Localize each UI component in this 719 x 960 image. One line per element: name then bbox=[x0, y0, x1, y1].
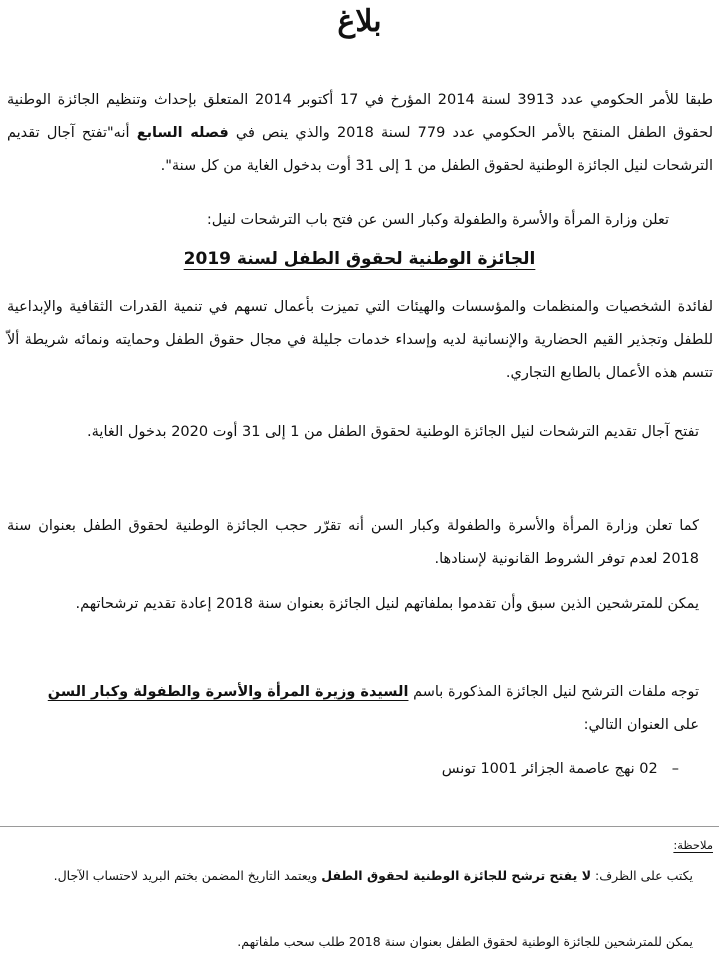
benefit-paragraph: لفائدة الشخصيات والمنظمات والمؤسسات والهيئات التي تميزت بأعمال تسهم في تنمية القدرات الثقافية والإبداعية للطفل وتجذير القيم الحضارية والإنسانية لديه وإسداء خدمات جليلة في مجال حقوق الطفل وحمايته ونمائه شريطة ألاّ تتسم هذه الأعمال بالطابع التجاري. bbox=[7, 299, 713, 381]
send-paragraph bbox=[7, 676, 699, 742]
note-label: ملاحظة: bbox=[673, 838, 713, 852]
deadline-paragraph: تفتح آجال تقديم الترشحات لنيل الجائزة الوطنية لحقوق الطفل من 1 إلى 31 أوت 2020 بدخول الغاية. bbox=[87, 424, 699, 440]
prize-title: الجائزة الوطنية لحقوق الطفل لسنة 2019 bbox=[183, 249, 536, 269]
address-text: 02 نهج عاصمة الجزائر 1001 تونس bbox=[441, 761, 658, 777]
address-line bbox=[442, 754, 679, 784]
address-dash: – bbox=[671, 761, 679, 777]
note-envelope-mark: لا يفتح ترشح للجائزة الوطنية لحقوق الطفل bbox=[321, 868, 592, 883]
note-envelope bbox=[3, 862, 693, 890]
note-envelope-end: ويعتمد التاريخ المضمن بختم البريد لاحتساب الآجال. bbox=[53, 868, 318, 883]
note-envelope-start: يكتب على الظرف: bbox=[595, 868, 693, 883]
note-withdraw: يمكن للمترشحين للجائزة الوطنية لحقوق الطفل بعنوان سنة 2018 طلب سحب ملفاتهم. bbox=[237, 934, 693, 949]
resubmit-paragraph: يمكن للمترشحين الذين سبق وأن تقدموا بملفاتهم لنيل الجائزة بعنوان سنة 2018 إعادة تقديم ترشحاتهم. bbox=[75, 596, 699, 612]
intro-text-end: أنه"تفتح آجال تقديم الترشحات لنيل الجائزة الوطنية لحقوق الطفل من 1 إلى 31 أوت بدخول الغاية من كل سنة". bbox=[7, 125, 713, 174]
divider-line bbox=[0, 826, 719, 827]
withhold-paragraph: كما تعلن وزارة المرأة والأسرة والطفولة وكبار السن أنه تقرّر حجب الجائزة الوطنية لحقوق الطفل بعنوان سنة 2018 لعدم توفر الشروط القانونية لإسنادها. bbox=[7, 518, 699, 567]
send-text-start: توجه ملفات الترشح لنيل الجائزة المذكورة باسم bbox=[413, 684, 699, 700]
announce-paragraph: تعلن وزارة المرأة والأسرة والطفولة وكبار السن عن فتح باب الترشحات لنيل: bbox=[206, 212, 669, 228]
document-title: بلاغ bbox=[337, 4, 382, 39]
intro-paragraph bbox=[7, 84, 713, 183]
intro-article-reference: فصله السابع bbox=[136, 125, 229, 141]
intro-text-start: طبقا للأمر الحكومي عدد 3913 لسنة 2014 المؤرخ في 17 أكتوبر 2014 المتعلق بإحداث وتنظيم الجائزة الوطنية لحقوق الطفل المنقح بالأمر الحكومي عدد 779 لسنة 2018 والذي ينص في bbox=[7, 92, 714, 141]
send-text-end: على العنوان التالي: bbox=[583, 717, 699, 733]
minister-name: السيدة وزيرة المرأة والأسرة والطفولة وكبار السن bbox=[47, 684, 409, 700]
